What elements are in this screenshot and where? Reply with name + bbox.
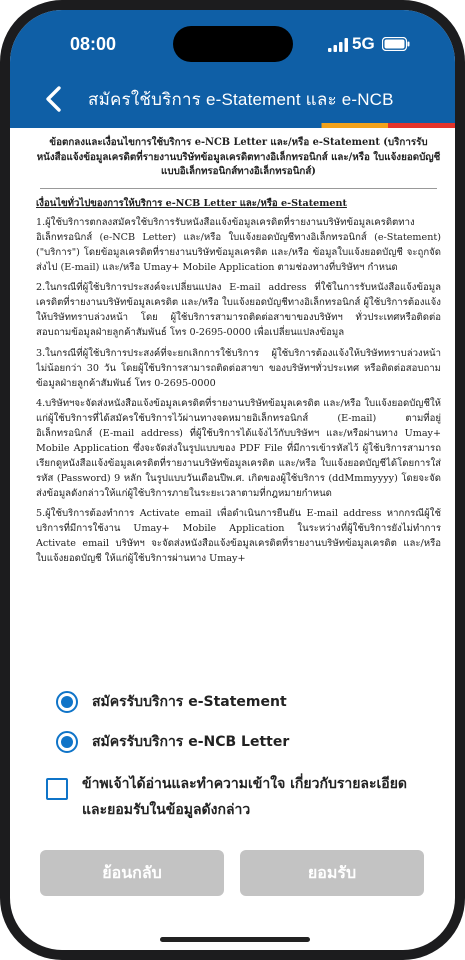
option-e-ncb-letter[interactable] [56, 722, 436, 762]
option-e-statement[interactable] [56, 682, 436, 722]
option-label: สมัครรับบริการ e-NCB Letter [92, 734, 290, 750]
home-indicator [160, 937, 310, 942]
terms-paragraph: 3.ในกรณีที่ผู้ใช้บริการประสงค์ที่จะยกเลิกการใช้บริการ ผู้ใช้บริการต้องแจ้งให้บริษัททราบล่วงหน้าไม่น้อยกว่า 30 วัน โดยผู้ใช้บริการสามารถติดต่อสาขา ของบริษัทฯทั่วประเทศ หรือติดต่อสอบถามข้อมูลฝ่ายลูกค้าสัมพันธ์ โทร 0-2695-0000 [36, 347, 441, 389]
accent-bar [10, 123, 455, 128]
accept-button[interactable]: ยอมรับ [240, 850, 424, 896]
page-title: สมัครใช้บริการ e-Statement และ e-NCB [88, 90, 394, 109]
terms-section-title: เงื่อนไขทั่วไปของการให้บริการ e-NCB Letter และ/หรือ e-Statement [36, 198, 347, 210]
terms-paragraph: 1.ผู้ใช้บริการตกลงสมัครใช้บริการรับหนังสือแจ้งข้อมูลเครดิตที่รายงานบริษัทข้อมูลเครดิตทางอิเล็กทรอนิกส์ (e-NCB Letter) และ/หรือ ใบแจ้งยอดบัญชีทางอิเล็กทรอนิกส์ (e-Statement) ("บริการ") โดยข้อมูลเครดิตที่รายงานบริษัทข้อมูลเครดิต และ/หรือ ข้อมูลใบแจ้งยอดบัญชี จะถูกจัดส่งไป (E-mail) และ/หรือ Umay+ Mobile Application ตามช่องทางที่บริษัทฯ กำหนด [36, 216, 441, 273]
terms-document[interactable] [36, 130, 441, 670]
dynamic-island [173, 26, 293, 62]
back-button[interactable]: ย้อนกลับ [40, 850, 224, 896]
nav-bar [10, 78, 455, 118]
signal-icon [328, 38, 348, 52]
terms-paragraph: 2.ในกรณีที่ผู้ใช้บริการประสงค์จะเปลี่ยนแปลง E-mail address ที่ใช้ในการรับหนังสือแจ้งข้อมูลเครดิตที่รายงานบริษัทข้อมูลเครดิต และ/หรือ ใบแจ้งยอดบัญชีทางอิเล็กทรอนิกส์ ผู้ใช้บริการต้องแจ้งให้บริษัททราบล่วงหน้า โดย ผู้ใช้บริการสามารถติดต่อสาขาของบริษัทฯ ทั่วประเทศหรือติดต่อสอบถามข้อมูลฝ่ายลูกค้าสัมพันธ์ โทร 0-2695-0000 เพื่อเปลี่ยนแปลงข้อมูล [36, 282, 441, 338]
status-bar [10, 32, 455, 62]
terms-paragraph: 4.บริษัทฯจะจัดส่งหนังสือแจ้งข้อมูลเครดิตที่รายงานบริษัทข้อมูลเครดิต และ/หรือ ใบแจ้งยอดบัญชีให้แก่ผู้ใช้บริการที่ได้สมัครใช้บริการไว้ผ่านทางจดหมายอิเล็กทรอนิกส์ (E-mail) ตามที่อยู่อิเล็กทรอนิกส์ (E-mail address) ที่ผู้ใช้บริการได้แจ้งไว้กับบริษัทฯ และ/หรือผ่านทาง Umay+ Mobile Application ซึ่งจะจัดส่งในรูปแบบของ PDF File ที่มีการเข้ารหัสไว้ ผู้ใช้บริการสามารถเรียกดูหนังสือแจ้งข้อมูลเครดิตที่รายงานบริษัทข้อมูลเครดิต และ/หรือ ใบแจ้งยอดบัญชีได้โดยการใส่รหัส (Password) 9 หลัก ในรูปแบบวันเดือนปีพ.ศ. เกิดของผู้ใช้บริการ (ddMmmyyyy) โดยจะจัดส่งข้อมูลดังกล่าวให้แก่ผู้ใช้บริการภายในระยะเวลาตามที่กฎหมายกำหนด [36, 398, 441, 499]
terms-heading: ข้อตกลงและเงื่อนไขการใช้บริการ e-NCB Letter และ/หรือ e-Statement (บริการรับหนังสือแจ้งข้อมูลเครดิตที่รายงานบริษัทข้อมูลเครดิตทางอิเล็กทรอนิกส์ และ/หรือ ใบแจ้งยอดบัญชีแบบอิเล็กทรอนิกส์ทางอิเล็กทรอนิกส์) [36, 137, 441, 178]
chevron-left-icon[interactable] [40, 84, 70, 114]
consent-row[interactable] [46, 772, 436, 824]
radio-selected-icon[interactable] [56, 731, 78, 753]
divider [40, 188, 437, 189]
option-label: สมัครรับบริการ e-Statement [92, 694, 287, 710]
network-type: 5G [352, 34, 375, 53]
battery-icon [382, 37, 410, 51]
app-screen [10, 10, 455, 950]
terms-paragraph: 5.ผู้ใช้บริการต้องทำการ Activate email เพื่อดำเนินการยืนยัน E-mail address หากกรณีผู้ใช้บริการที่มีการใช้งาน Umay+ Mobile Application ในระหว่างที่ผู้ใช้บริการยังไม่ทำการ Activate email บริษัทฯ จะจัดส่งหนังสือแจ้งข้อมูลเครดิตที่รายงานบริษัทข้อมูลเครดิต และ/หรือ ใบแจ้งยอดบัญชี ให้แก่ผู้ใช้บริการผ่านทาง Umay+ [36, 508, 441, 564]
consent-label: ข้าพเจ้าได้อ่านและทำความเข้าใจ เกี่ยวกับรายละเอียด และยอมรับในข้อมูลดังกล่าว [82, 776, 408, 818]
service-options [56, 682, 436, 762]
consent-checkbox[interactable] [46, 778, 68, 800]
status-time: 08:00 [70, 34, 117, 54]
app-header [10, 10, 455, 126]
radio-selected-icon[interactable] [56, 691, 78, 713]
